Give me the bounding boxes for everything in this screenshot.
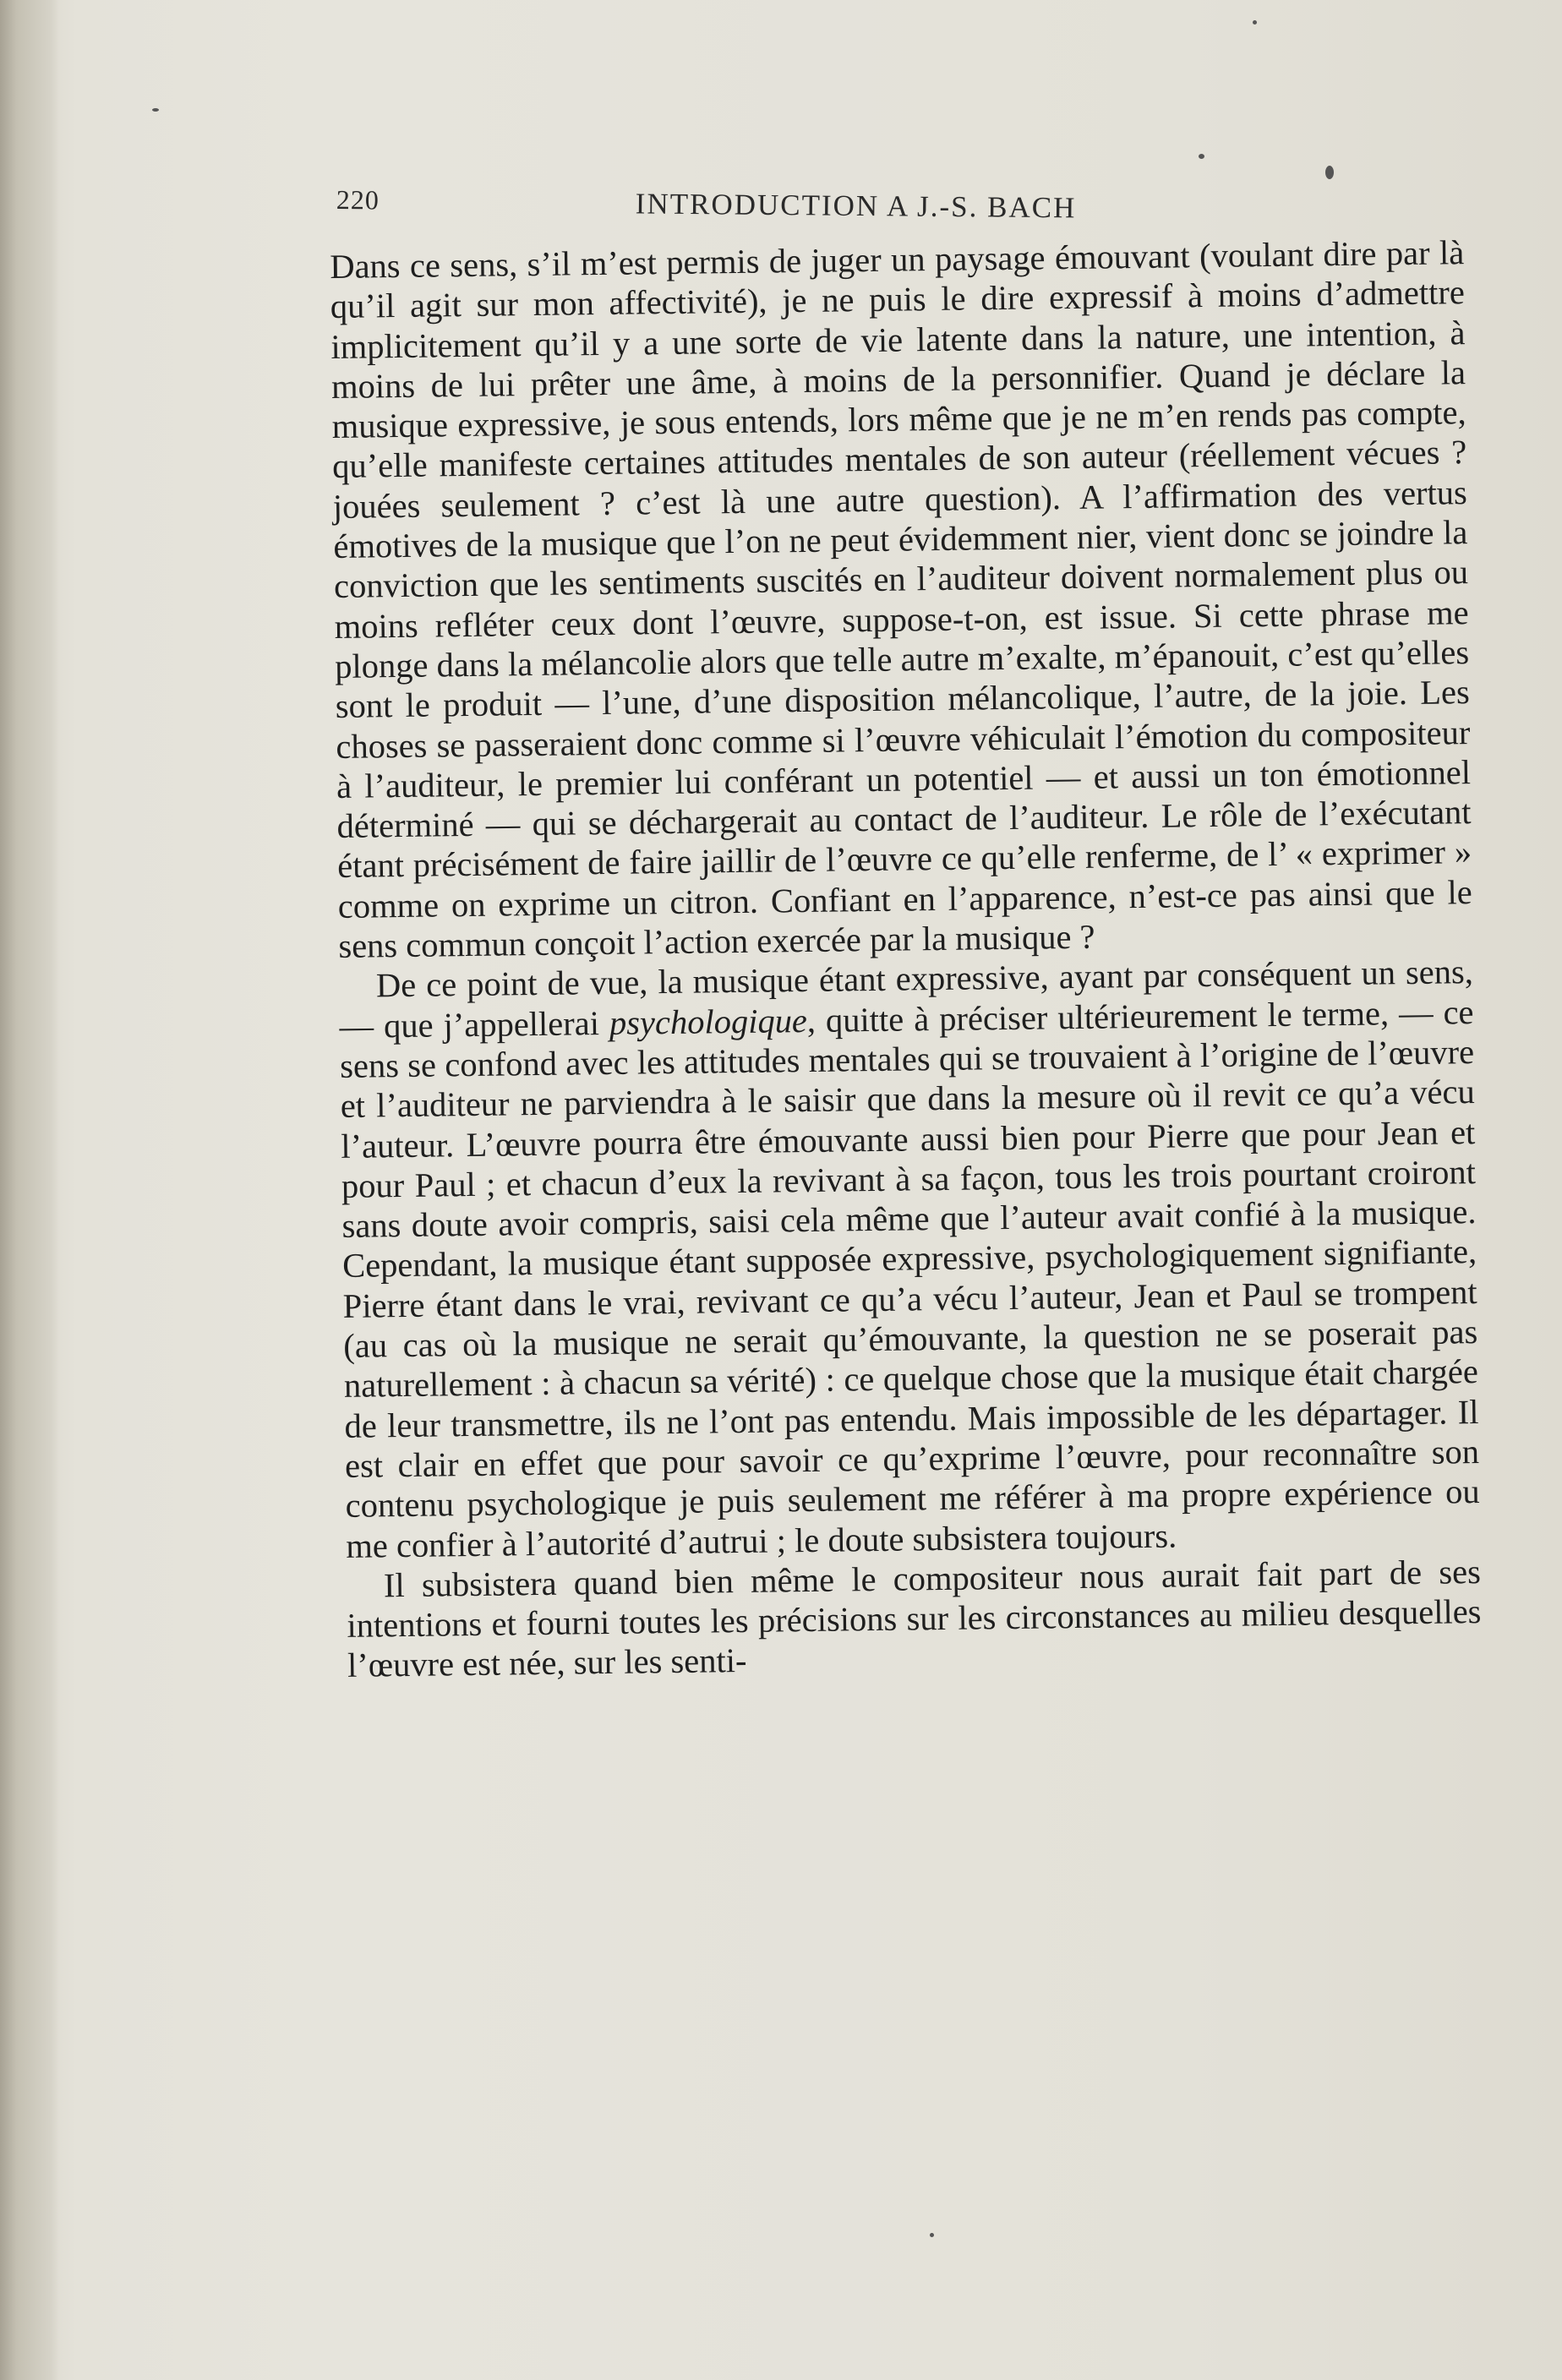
paragraph-1 [330, 232, 1473, 966]
ink-speck [1325, 166, 1334, 179]
running-head [336, 184, 1181, 240]
ink-speck [1199, 154, 1204, 159]
ink-speck [152, 108, 159, 112]
ink-speck [930, 2233, 934, 2237]
running-title: INTRODUCTION A J.-S. BACH [635, 187, 1077, 225]
paragraph-2-text-b: , quitte à préciser ultérieurement le terme, — ce sens se confond avec les attitudes mentales qui se trouvaient à l’origine de l’œuvre et l’auditeur ne parviendra à le saisir que dans la mesure où il revit ce qu’a vécu l’auteur. L’œuvre pourra être émouvante aussi bien pour Pierre que pour Jean et pour Paul ; et chacun d’eux la revivant à sa façon, tous les trois pourtant croiront sans doute avoir compris, saisi cela même que l’auteur avait confié à la musique. Cependant, la musique étant supposée expressive, psychologiquement signifiante, Pierre étant dans le vrai, revivant ce qu’a vécu l’auteur, Jean et Paul se trompent (au cas où la musique ne serait qu’émouvante, la question ne se poserait pas naturellement : à chacun sa vérité) : ce quelque chose que la musique était chargée de leur transmettre, ils ne l’ont pas entendu. Mais impossible de les départager. Il est clair en effet que pour savoir ce qu’exprime l’œuvre, pour reconnaître son contenu psychologique je puis seulement me référer à ma propre expérience ou me confier à l’autorité d’autrui ; le doute subsistera toujours. [339, 992, 1480, 1565]
page-gutter-shadow [0, 0, 59, 2380]
paragraph-3-text: Il subsistera quand bien même le compositeur nous aurait fait part de ses intentions et fourni toutes les précisions sur les circonstances au milieu desquelles l’œuvre est née, sur les senti- [347, 1552, 1482, 1685]
paragraph-2-text-a: De ce point de vue, la musique étant expressive, ayant par conséquent un sens, — que j’appellerai [339, 953, 1474, 1045]
italic-term-psychologique: psychologique [609, 1001, 808, 1042]
paragraph-1-text: Dans ce sens, s’il m’est permis de juger un paysage émouvant (voulant dire par là qu’il agit sur mon affectivité), je ne puis le dire expressif à moins d’admettre implicitement qu’il y a une sorte de vie latente dans la nature, une intention, à moins de lui prêter une âme, à moins de la personnifier. Quand je déclare la musique expressive, je sous entends, lors même que je ne m’en rends pas compte, qu’elle manifeste certaines attitudes mentales de son auteur (réellement vécues ? jouées seulement ? c’est là une autre question). A l’affirmation des vertus émotives de la musique que l’on ne peut évidemment nier, vient donc se joindre la conviction que les sentiments suscités en l’auditeur doivent normalement plus ou moins refléter ceux dont l’œuvre, suppose-t-on, est issue. Si cette phrase me plonge dans la mélancolie alors que telle autre m’exalte, m’épanouit, c’est qu’elles sont le produit — l’une, d’une disposition mélancolique, l’autre, de la joie. Les choses se passeraient donc comme si l’œuvre véhiculait l’émotion du compositeur à l’auditeur, le premier lui conférant un potentiel — et aussi un ton émotionnel déterminé — qui se déchargerait au contact de l’auditeur. Le rôle de l’exécutant étant précisément de faire jaillir de l’œuvre ce qu’elle renferme, de l’ « exprimer » comme on exprime un citron. Confiant en l’apparence, n’est-ce pas ainsi que le sens commun conçoit l’action exercée par la musique ? [330, 233, 1472, 965]
ink-speck [1253, 20, 1257, 25]
paragraph-2 [339, 952, 1481, 1565]
page-number: 220 [336, 184, 380, 216]
paragraph-3 [347, 1552, 1483, 1686]
body-text [330, 232, 1482, 1685]
